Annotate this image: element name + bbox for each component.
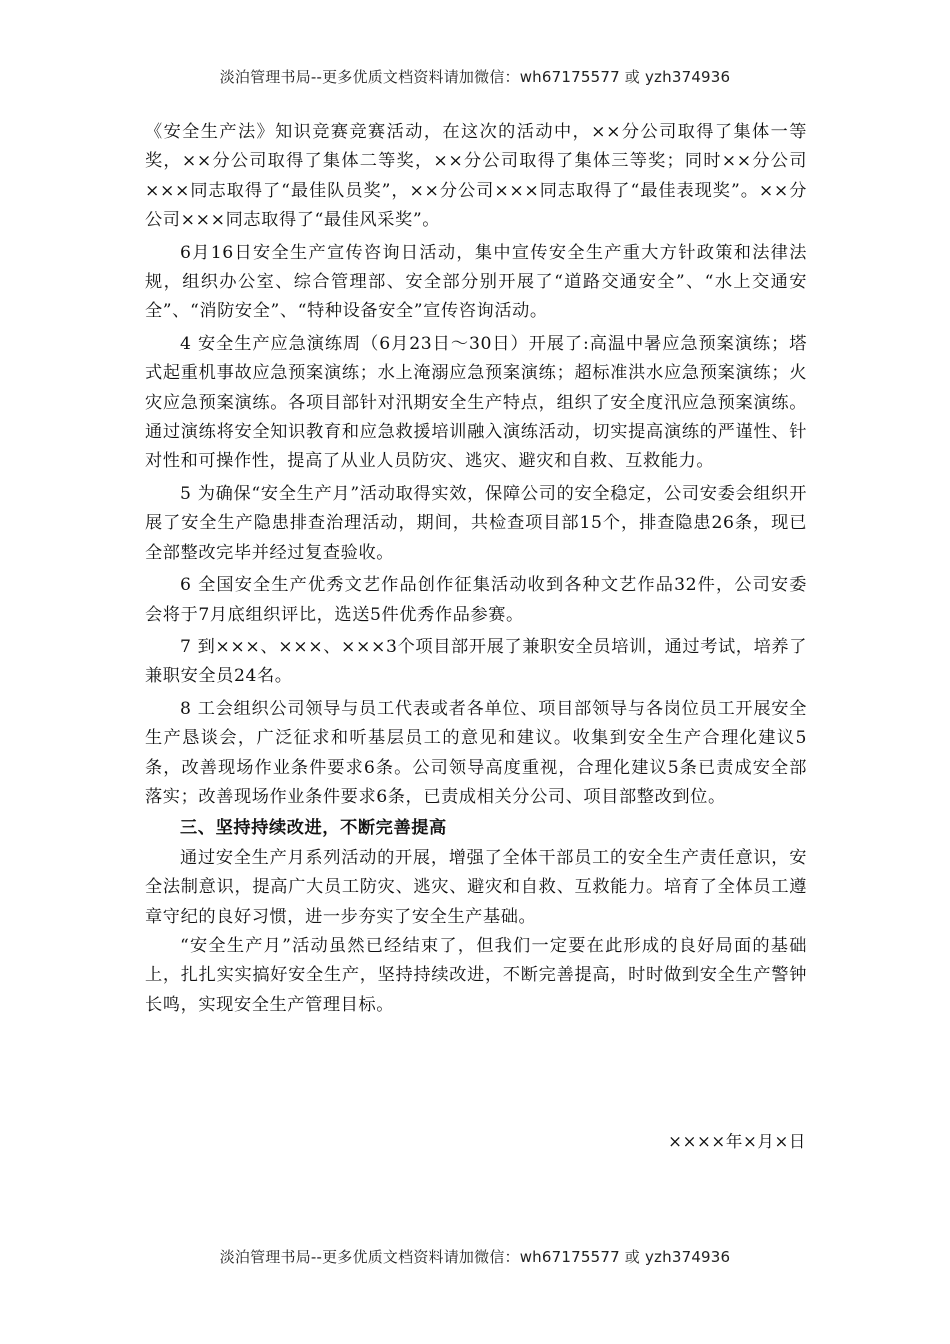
paragraph-knowledge-contest: 《安全生产法》知识竞赛竞赛活动，在这次的活动中，××分公司取得了集体一等奖，××分公司取得了集体二等奖，××分公司取得了集体三等奖；同时××分公司×××同志取得了“最佳队员奖”，××分公司×××同志取得了“最佳表现奖”。××分公司×××同志取得了“最佳风采奖”。	[145, 122, 807, 231]
paragraph-closing-outlook: “安全生产月”活动虽然已经结束了，但我们一定要在此形成的良好局面的基础上，扎扎实实搞好安全生产，坚持持续改进，不断完善提高，时时做到安全生产警钟长鸣，实现安全生产管理目标。	[145, 935, 807, 1015]
paragraph-art-works: 6 全国安全生产优秀文艺作品创作征集活动收到各种文艺作品32件，公司安委会将于7月底组织评比，选送5件优秀作品参赛。	[145, 575, 807, 625]
paragraph-emergency-drill-week: 4 安全生产应急演练周（6月23日～30日）开展了:高温中暑应急预案演练；塔式起重机事故应急预案演练；水上淹溺应急预案演练；超标准洪水应急预案演练；火灾应急预案演练。各项目部针对汛期安全生产特点，组织了安全度汛应急预案演练。通过演练将安全知识教育和应急救援培训融入演练活动，切实提高演练的严谨性、针对性和可操作性，提高了从业人员防灾、逃灾、避灾和自救、互救能力。	[145, 333, 807, 472]
paragraph-hazard-inspection: 5 为确保“安全生产月”活动取得实效，保障公司的安全稳定，公司安委会组织开展了安全生产隐患排查治理活动，期间，共检查项目部15个，排查隐患26条，现已全部整改完毕并经过复查验收。	[145, 483, 807, 563]
page-header: 淡泊管理书局--更多优质文档资料请加微信：wh67175577 或 yzh374936	[219, 68, 731, 86]
paragraph-consultation-day: 6月16日安全生产宣传咨询日活动，集中宣传安全生产重大方针政策和法律法规，组织办公室、综合管理部、安全部分别开展了“道路交通安全”、“水上交通安全”、“消防安全”、“特种设备安全”宣传咨询活动。	[145, 242, 807, 322]
paragraph-closing-summary: 通过安全生产月系列活动的开展，增强了全体干部员工的安全生产责任意识，安全法制意识，提高广大员工防灾、逃灾、避灾和自救、互救能力。培育了全体员工遵章守纪的良好习惯，进一步夯实了安全生产基础。	[145, 847, 807, 927]
document-date: ××××年×月×日	[668, 1132, 806, 1151]
document-body	[145, 118, 807, 1020]
section-heading: 三、坚持持续改进，不断完善提高	[180, 818, 447, 839]
paragraph-safety-officer-training: 7 到×××、×××、×××3个项目部开展了兼职安全员培训，通过考试，培养了兼职安全员24名。	[145, 636, 807, 687]
page-footer: 淡泊管理书局--更多优质文档资料请加微信：wh67175577 或 yzh374936	[219, 1248, 731, 1266]
paragraph-union-forum: 8 工会组织公司领导与员工代表或者各单位、项目部领导与各岗位员工开展安全生产恳谈会，广泛征求和听基层员工的意见和建议。收集到安全生产合理化建议5条，改善现场作业条件要求6条。公司领导高度重视，合理化建议5条已责成安全部落实；改善现场作业条件要求6条，已责成相关分公司、项目部整改到位。	[145, 698, 807, 807]
